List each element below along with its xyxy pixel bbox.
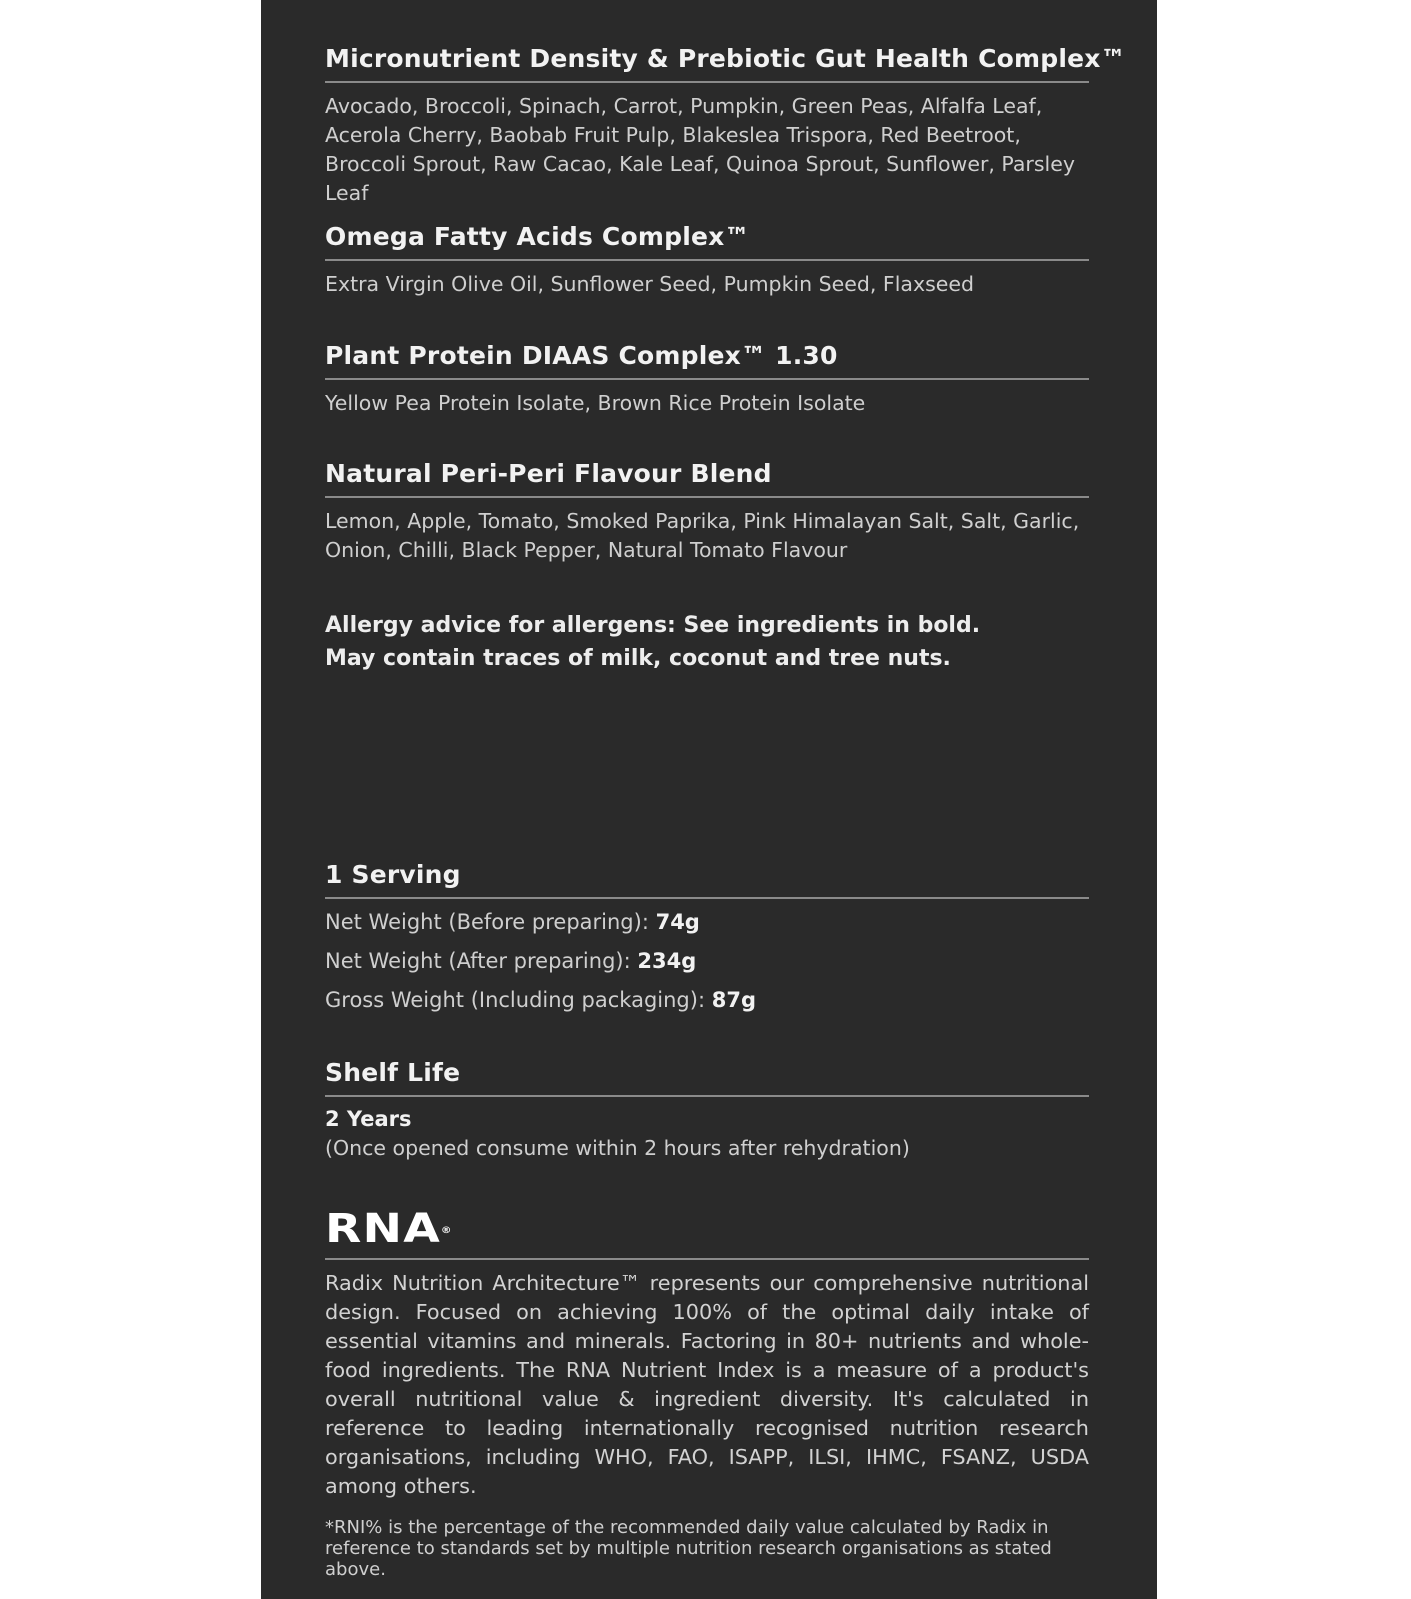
section-title: Natural Peri-Peri Flavour Blend — [325, 459, 1089, 498]
ingredients-panel — [261, 0, 1157, 1599]
weight-row — [325, 903, 1089, 942]
weight-value: 74g — [655, 910, 700, 934]
rna-logo: RNA® — [325, 1206, 452, 1252]
section-omega — [325, 222, 1089, 299]
shelf-life-value: 2 Years — [325, 1107, 412, 1131]
rna-description: Radix Nutrition Architecture™ represents our comprehensive nutritional design. Focused on achieving 100% of the optimal daily intake of essential vitamins and minerals. Factoring in 80+ nutrients and whole-food ingredients. The RNA Nutrient Index is a measure of a product's overall nutritional value & ingredient diversity. It's calculated in reference to leading internationally recognised nutrition research organisations, including WHO, FAO, ISAPP, ILSI, IHMC, FSANZ, USDA among others. — [325, 1271, 1089, 1498]
rna-logo-row — [325, 1206, 1089, 1260]
weight-row — [325, 942, 1089, 981]
allergy-line: Allergy advice for allergens: See ingredients in bold. — [325, 613, 981, 638]
section-ingredients: Yellow Pea Protein Isolate, Brown Rice Protein Isolate — [325, 391, 866, 415]
weight-label: Net Weight (After preparing): — [325, 949, 638, 973]
rni-footnote: *RNI% is the percentage of the recommended daily value calculated by Radix in reference to standards set by multiple nutrition research organisations as stated above. — [325, 1517, 1052, 1580]
registered-mark: ® — [440, 1226, 452, 1236]
shelf-life-details — [325, 1105, 1089, 1163]
section-title: Omega Fatty Acids Complex™ — [325, 222, 1089, 261]
shelf-life-note: (Once opened consume within 2 hours after rehydration) — [325, 1136, 910, 1160]
serving-section — [325, 860, 1089, 1020]
weight-label: Gross Weight (Including packaging): — [325, 988, 712, 1012]
allergy-line: May contain traces of milk, coconut and tree nuts. — [325, 646, 951, 671]
section-title: Micronutrient Density & Prebiotic Gut Health Complex™ — [325, 44, 1089, 83]
weight-row — [325, 981, 1089, 1020]
section-micronutrient — [325, 44, 1126, 208]
shelf-life-title: Shelf Life — [325, 1058, 1089, 1097]
weight-value: 87g — [711, 988, 756, 1012]
section-ingredients: Avocado, Broccoli, Spinach, Carrot, Pumpkin, Green Peas, Alfalfa Leaf, Acerola Cherry, Baobab Fruit Pulp, Blakeslea Trispora, Red Beetroot, Broccoli Sprout, Raw Cacao, Kale Leaf, Quinoa Sprout, Sunflower, Parsley Leaf — [325, 94, 1075, 205]
serving-title: 1 Serving — [325, 860, 1089, 899]
section-plant-protein — [325, 341, 1089, 418]
weight-value: 234g — [637, 949, 697, 973]
rna-section — [325, 1206, 1089, 1501]
weight-label: Net Weight (Before preparing): — [325, 910, 656, 934]
serving-weights — [325, 903, 1089, 1020]
section-flavour-blend — [325, 459, 1089, 565]
shelf-life-section — [325, 1058, 1089, 1163]
section-ingredients: Lemon, Apple, Tomato, Smoked Paprika, Pink Himalayan Salt, Salt, Garlic, Onion, Chilli, Black Pepper, Natural Tomato Flavour — [325, 509, 1080, 562]
section-ingredients: Extra Virgin Olive Oil, Sunflower Seed, Pumpkin Seed, Flaxseed — [325, 272, 975, 296]
allergy-advice — [325, 609, 1089, 675]
section-title: Plant Protein DIAAS Complex™ 1.30 — [325, 341, 1089, 380]
